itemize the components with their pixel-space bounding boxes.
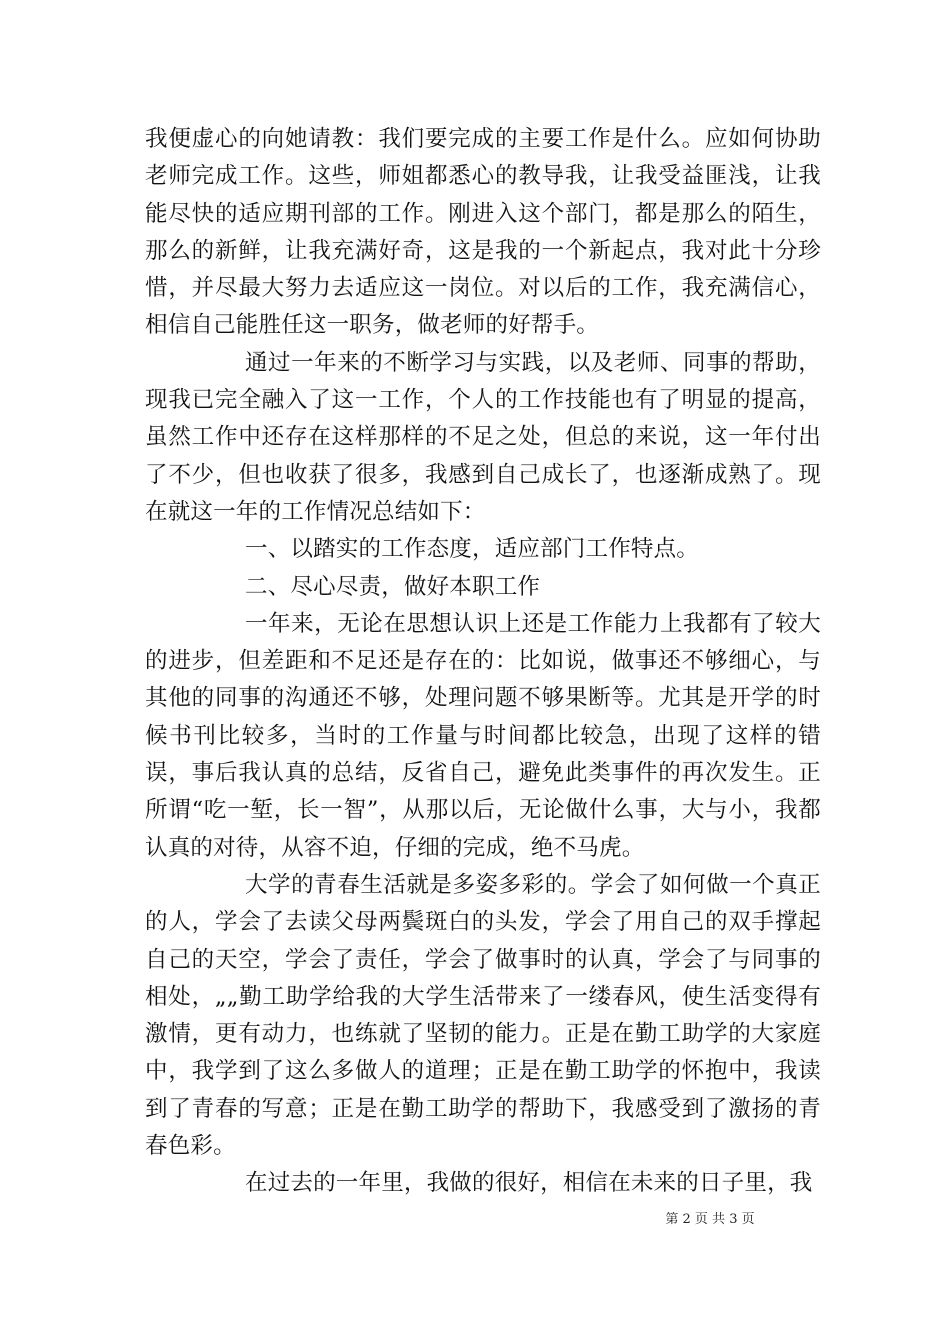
paragraph-continuation: 我便虚心的向她请教：我们要完成的主要工作是什么。应如何协助老师完成工作。这些，师姐都悉心的教导我，让我受益匪浅，让我能尽快的适应期刊部的工作。刚进入这个部门，都是那么的陌生，那么的新鲜，让我充满好奇，这是我的一个新起点，我对此十分珍惜，并尽最大努力去适应这一岗位。对以后的工作，我充满信心，相信自己能胜任这一职务，做老师的好帮手。 <box>145 126 821 339</box>
paragraph-progress: 通过一年来的不断学习与实践，以及老师、同事的帮助，现我已完全融入了这一工作，个人的工作技能也有了明显的提高，虽然工作中还存在这样那样的不足之处，但总的来说，这一年付出了不少，但也收获了很多，我感到自己成长了，也逐渐成熟了。现在就这一年的工作情况总结如下： <box>145 349 821 525</box>
paragraph-college-life: 大学的青春生活就是多姿多彩的。学会了如何做一个真正的人，学会了去读父母两鬓斑白的头发，学会了用自己的双手撑起自己的天空，学会了责任，学会了做事时的认真，学会了与同事的相处，„„勤工助学给我的大学生活带来了一缕春风，使生活变得有激情，更有动力，也练就了坚韧的能力。正是在勤工助学的大家庭中，我学到了这么多做人的道理；正是在勤工助学的怀抱中，我读到了青春的写意；正是在勤工助学的帮助下，我感受到了激扬的青春色彩。 <box>145 871 821 1160</box>
paragraph-reflection: 一年来，无论在思想认识上还是工作能力上我都有了较大的进步，但差距和不足还是存在的：比如说，做事还不够细心，与其他的同事的沟通还不够，处理问题不够果断等。尤其是开学的时候书刊比较多，当时的工作量与时间都比较急，出现了这样的错误，事后我认真的总结，反省自己，避免此类事件的再次发生。正所谓“吃一堑，长一智”，从那以后，无论做什么事，大与小，我都认真的对待，从容不迫，仔细的完成，绝不马虎。 <box>145 610 821 861</box>
paragraph-conclusion: 在过去的一年里，我做的很好，相信在未来的日子里，我 <box>245 1170 813 1197</box>
page-number: 第 2 页 共 3 页 <box>665 1212 755 1227</box>
heading-section-two: 二、尽心尽责，做好本职工作 <box>245 573 541 600</box>
document-body <box>145 121 821 1203</box>
heading-section-one: 一、以踏实的工作态度，适应部门工作特点。 <box>245 536 700 563</box>
page-footer <box>0 1208 950 1227</box>
